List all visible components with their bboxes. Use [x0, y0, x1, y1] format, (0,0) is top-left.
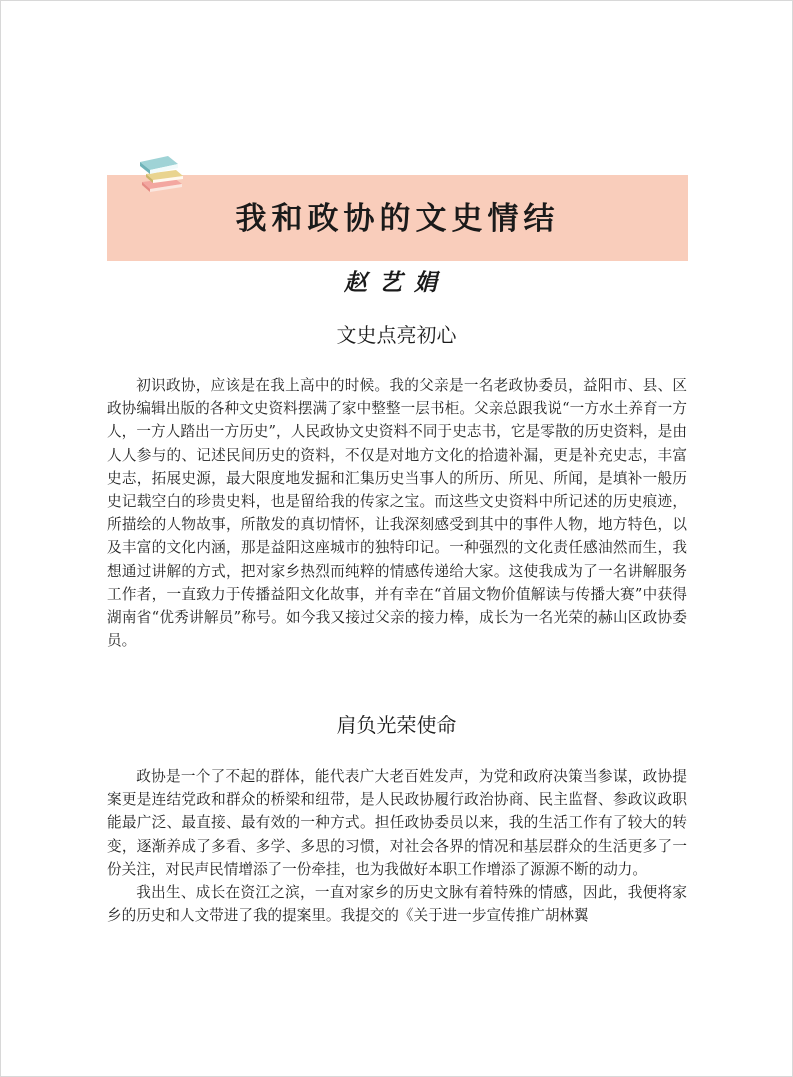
paragraph: 我出生、成长在资江之滨，一直对家乡的历史文脉有着特殊的情感，因此，我便将家乡的历史和人文带进了我的提案里。我提交的《关于进一步宣传推广胡林翼	[107, 884, 687, 925]
paragraph: 政协是一个了不起的群体，能代表广大老百姓发声，为党和政府决策当参谋，政协提案更是连结党政和群众的桥梁和纽带，是人民政协履行政治协商、民主监督、参政议政职能最广泛、最直接、最有效的一种方式。担任政协委员以来，我的生活工作有了较大的转变，逐渐养成了多看、多学、多思的习惯，对社会各界的情况和基层群众的生活更多了一份关注，对民声民情增添了一份牵挂，也为我做好本职工作增添了源源不断的动力。	[107, 768, 687, 878]
section-heading: 文史点亮初心	[336, 323, 457, 347]
section-body	[107, 765, 687, 927]
stacked-books-icon	[138, 152, 188, 194]
author-name: 赵艺娟	[344, 269, 449, 296]
title-banner	[107, 175, 688, 261]
section-heading: 肩负光荣使命	[336, 713, 457, 737]
paragraph: 初识政协，应该是在我上高中的时候。我的父亲是一名老政协委员，益阳市、县、区政协编辑出版的各种文史资料摆满了家中整整一层书柜。父亲总跟我说“一方水土养育一方人，一方人踏出一方历史”，人民政协文史资料不同于史志书，它是零散的历史资料，是由人人参与的、记述民间历史的资料，不仅是对地方文化的拾遗补漏，更是补充史志，丰富史志，拓展史源，最大限度地发掘和汇集历史当事人的所历、所见、所闻，是填补一般历史记载空白的珍贵史料，也是留给我的传家之宝。而这些文史资料中所记述的历史痕迹，所描绘的人物故事，所散发的真切情怀，让我深刻感受到其中的事件人物，地方特色，以及丰富的文化内涵，那是益阳这座城市的独特印记。一种强烈的文化责任感油然而生，我想通过讲解的方式，把对家乡热烈而纯粹的情感传递给大家。这使我成为了一名讲解服务工作者，一直致力于传播益阳文化故事，并有幸在“首届文物价值解读与传播大赛”中获得湖南省“优秀讲解员”称号。如今我又接过父亲的接力棒，成长为一名光荣的赫山区政协委员。	[107, 377, 687, 650]
section-body	[107, 374, 687, 652]
page-title: 我和政协的文史情结	[235, 201, 560, 237]
